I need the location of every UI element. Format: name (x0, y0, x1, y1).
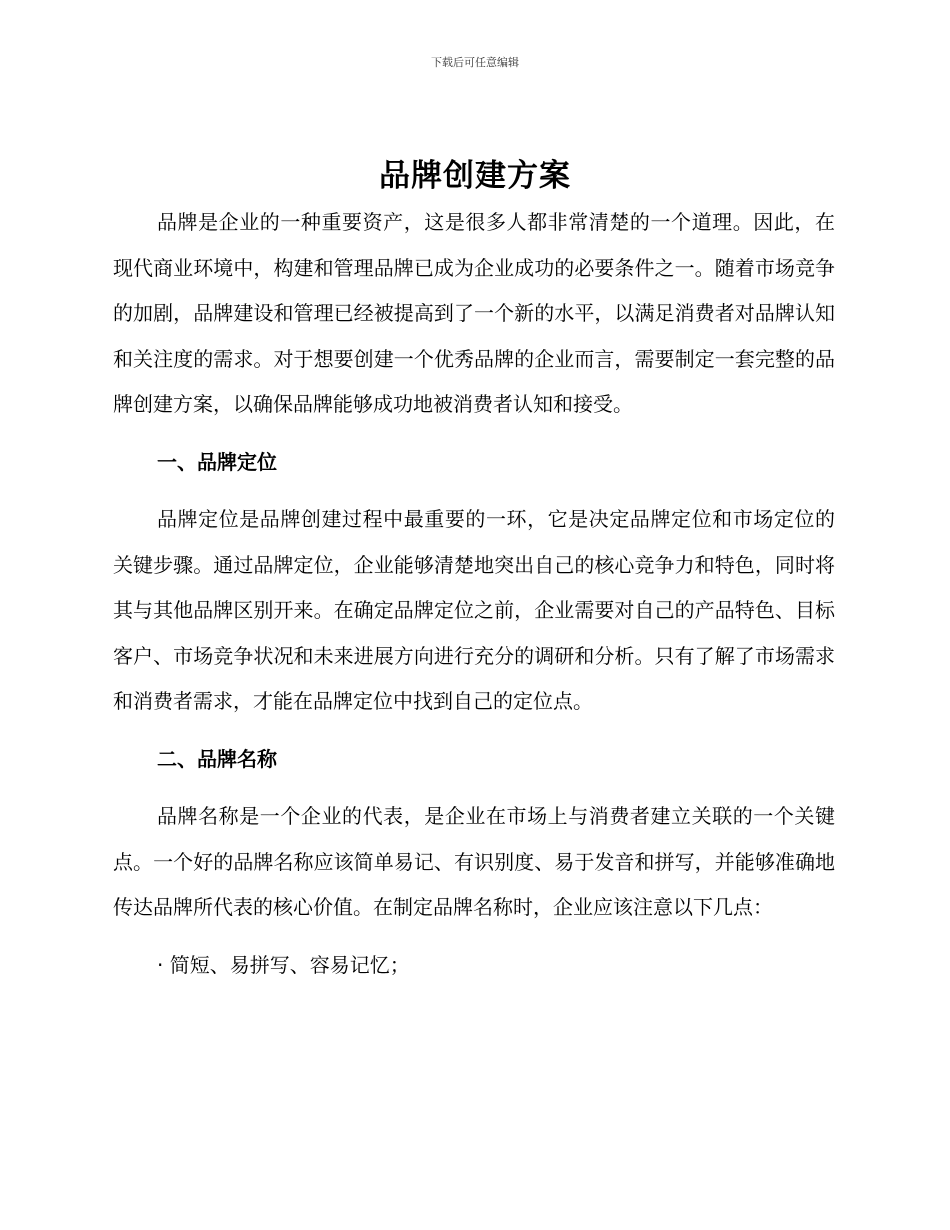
header-note: 下载后可任意编辑 (431, 56, 519, 69)
section-heading-brand-name: 二、品牌名称 (157, 746, 277, 771)
section-body-brand-name: 品牌名称是一个企业的代表，是企业在市场上与消费者建立关联的一个关键点。一个好的品牌名称应该简单易记、有识别度、易于发音和拼写，并能够准确地传达品牌所代表的核心价值。在制定品牌名称时，企业应该注意以下几点： (113, 804, 835, 919)
document-body (113, 200, 835, 988)
section-heading-positioning: 一、品牌定位 (157, 449, 277, 474)
document-title: 品牌创建方案 (379, 158, 571, 194)
section-body-positioning: 品牌定位是品牌创建过程中最重要的一环，它是决定品牌定位和市场定位的关键步骤。通过品牌定位，企业能够清楚地突出自己的核心竞争力和特色，同时将其与其他品牌区别开来。在确定品牌定位之前，企业需要对自己的产品特色、目标客户、市场竞争状况和未来进展方向进行充分的调研和分析。只有了解了市场需求和消费者需求，才能在品牌定位中找到自己的定位点。 (113, 507, 835, 713)
intro-paragraph: 品牌是企业的一种重要资产，这是很多人都非常清楚的一个道理。因此，在现代商业环境中，构建和管理品牌已成为企业成功的必要条件之一。随着市场竞争的加剧，品牌建设和管理已经被提高到了一个新的水平，以满足消费者对品牌认知和关注度的需求。对于想要创建一个优秀品牌的企业而言，需要制定一套完整的品牌创建方案，以确保品牌能够成功地被消费者认知和接受。 (113, 210, 835, 416)
list-item: · 简短、易拼写、容易记忆； (157, 952, 410, 977)
